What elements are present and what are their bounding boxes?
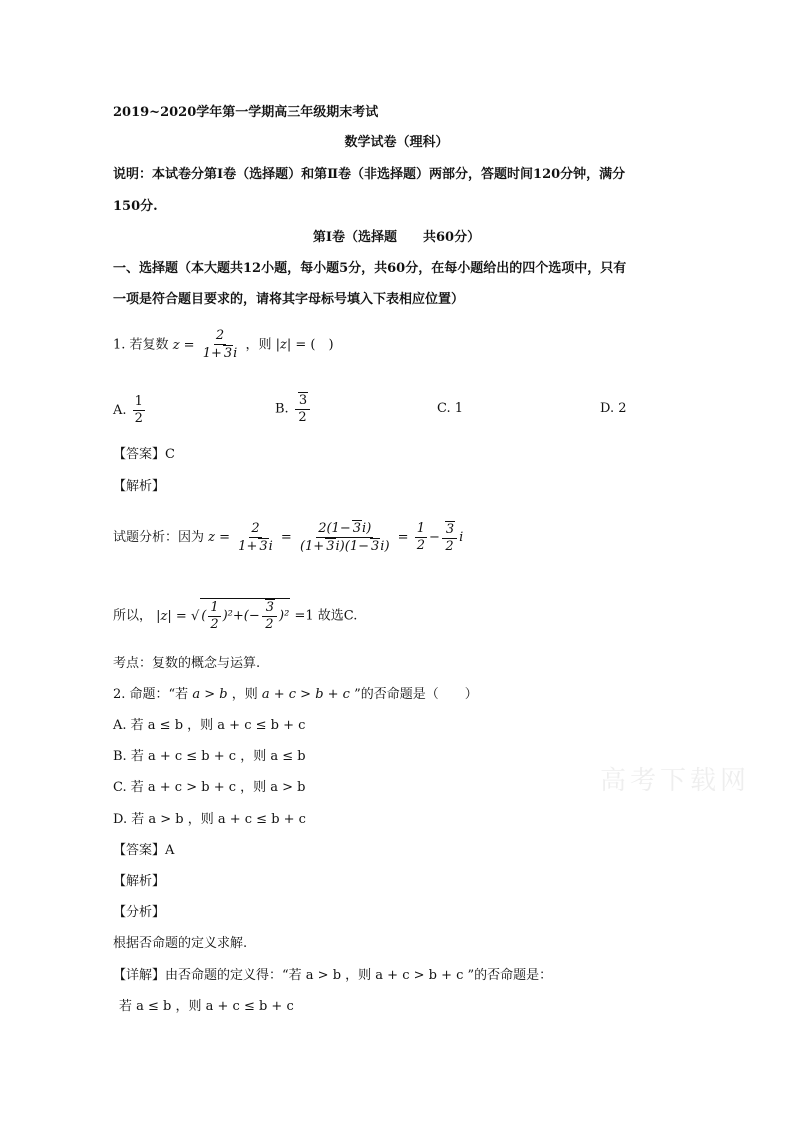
option-b-label: B. <box>275 401 289 417</box>
q1-so <box>113 598 357 633</box>
section-intro-line-2: 一项是符合题目要求的，请将其字母标号填入下表相应位置） <box>113 292 465 307</box>
q2-detail-text: 由否命题的定义得：“若 a > b ，则 a + c > b + c ”的否命题是： <box>165 968 553 983</box>
q2-option-c-label: C. <box>113 780 127 795</box>
q2-option-c <box>113 779 306 797</box>
q1-option-d: D. 2 <box>600 401 627 416</box>
section-intro-line-1: 一、选择题（本大题共12小题，每小题5分，共60分，在每小题给出的四个选项中，只有 <box>113 261 627 276</box>
q2-analysis-tag: 【解析】 <box>113 874 166 889</box>
q2-option-d <box>113 811 306 829</box>
q2-stem-suffix: ”的否命题是（ ） <box>354 687 478 702</box>
q2-stem-prefix: 2. 命题：“若 <box>113 687 189 702</box>
instructions-line-1: 说明：本试卷分第Ⅰ卷（选择题）和第Ⅱ卷（非选择题）两部分，答题时间120分钟，满分 <box>113 167 626 182</box>
q2-fenxi-text: 根据否命题的定义求解. <box>113 936 248 951</box>
q2-option-d-label: D. <box>113 812 128 827</box>
q2-option-d-text: 若 a > b ，则 a + c ≤ b + c <box>131 812 306 827</box>
q1-z-formula: z = $\frac{2}{1+ 3i}$ <box>172 328 238 361</box>
exam-title: 2019~2020学年第一学期高三年级期末考试 <box>113 105 379 120</box>
q2-detail-tag: 【详解】 <box>113 968 166 983</box>
q2-concl: a + c > b + c <box>261 687 350 702</box>
option-a-label: A. <box>113 403 127 418</box>
option-a-value: $\frac{1}{2}$ <box>134 394 143 426</box>
q1-analysis-tag: 【解析】 <box>113 479 166 494</box>
q1-option-b <box>275 392 312 426</box>
q1-stem <box>113 328 334 362</box>
q2-option-a <box>113 717 305 735</box>
option-b-value: $\frac{3}{2}$ <box>295 392 310 426</box>
q1-tail: = ( ) <box>295 337 334 353</box>
q2-option-b <box>113 748 306 766</box>
watermark: 高考下载网 <box>600 766 751 796</box>
q2-cond: a > b <box>192 687 228 702</box>
q2-detail-result: 若 a ≤ b ，则 a + c ≤ b + c <box>119 999 294 1014</box>
q1-so-suffix: =1 故选C. <box>294 608 358 624</box>
q1-analysis-prefix: 试题分析：因为 <box>113 530 205 545</box>
q2-answer: 【答案】A <box>113 843 175 858</box>
subject-title: 数学试卷（理科） <box>344 135 449 150</box>
q1-abs-z: |z| <box>275 337 292 353</box>
q1-option-c: C. 1 <box>437 401 464 416</box>
q2-stem <box>113 686 478 704</box>
q2-option-c-text: 若 a + c > b + c ，则 a > b <box>130 780 306 795</box>
q2-option-a-text: 若 a ≤ b ，则 a + c ≤ b + c <box>130 718 306 733</box>
q2-option-a-label: A. <box>113 718 127 733</box>
q2-option-b-label: B. <box>113 749 127 764</box>
q1-kaodian: 考点：复数的概念与运算. <box>113 656 261 671</box>
q1-answer: 【答案】C <box>113 447 175 462</box>
q2-detail <box>113 967 552 985</box>
q2-fenxi-tag: 【分析】 <box>113 905 166 920</box>
q1-prefix: 1. 若复数 <box>113 337 169 353</box>
q1-so-prefix: 所以， <box>113 608 153 624</box>
q1-suffix: ，则 <box>245 337 272 353</box>
section-title: 第Ⅰ卷（选择题 共60分） <box>312 230 481 245</box>
q1-modulus-formula: |z| = √ ( $\frac{1}{2}$ )²+(− $\frac{3}{2}$ )² <box>156 599 290 632</box>
q2-stem-mid: ，则 <box>231 687 258 702</box>
instructions-line-2: 150分. <box>113 199 158 214</box>
q1-analysis <box>113 520 463 555</box>
q2-option-b-text: 若 a + c ≤ b + c ，则 a ≤ b <box>130 749 306 764</box>
q1-analysis-formula: z = $\frac{2}{1+ 3i}$ = $\frac{2(1- 3i)}{(1+ 3i)(1- 3i)}$ = $\frac{1}{2}$ − $\frac{3}{2}$ i <box>208 520 464 554</box>
q1-option-a <box>113 394 147 427</box>
